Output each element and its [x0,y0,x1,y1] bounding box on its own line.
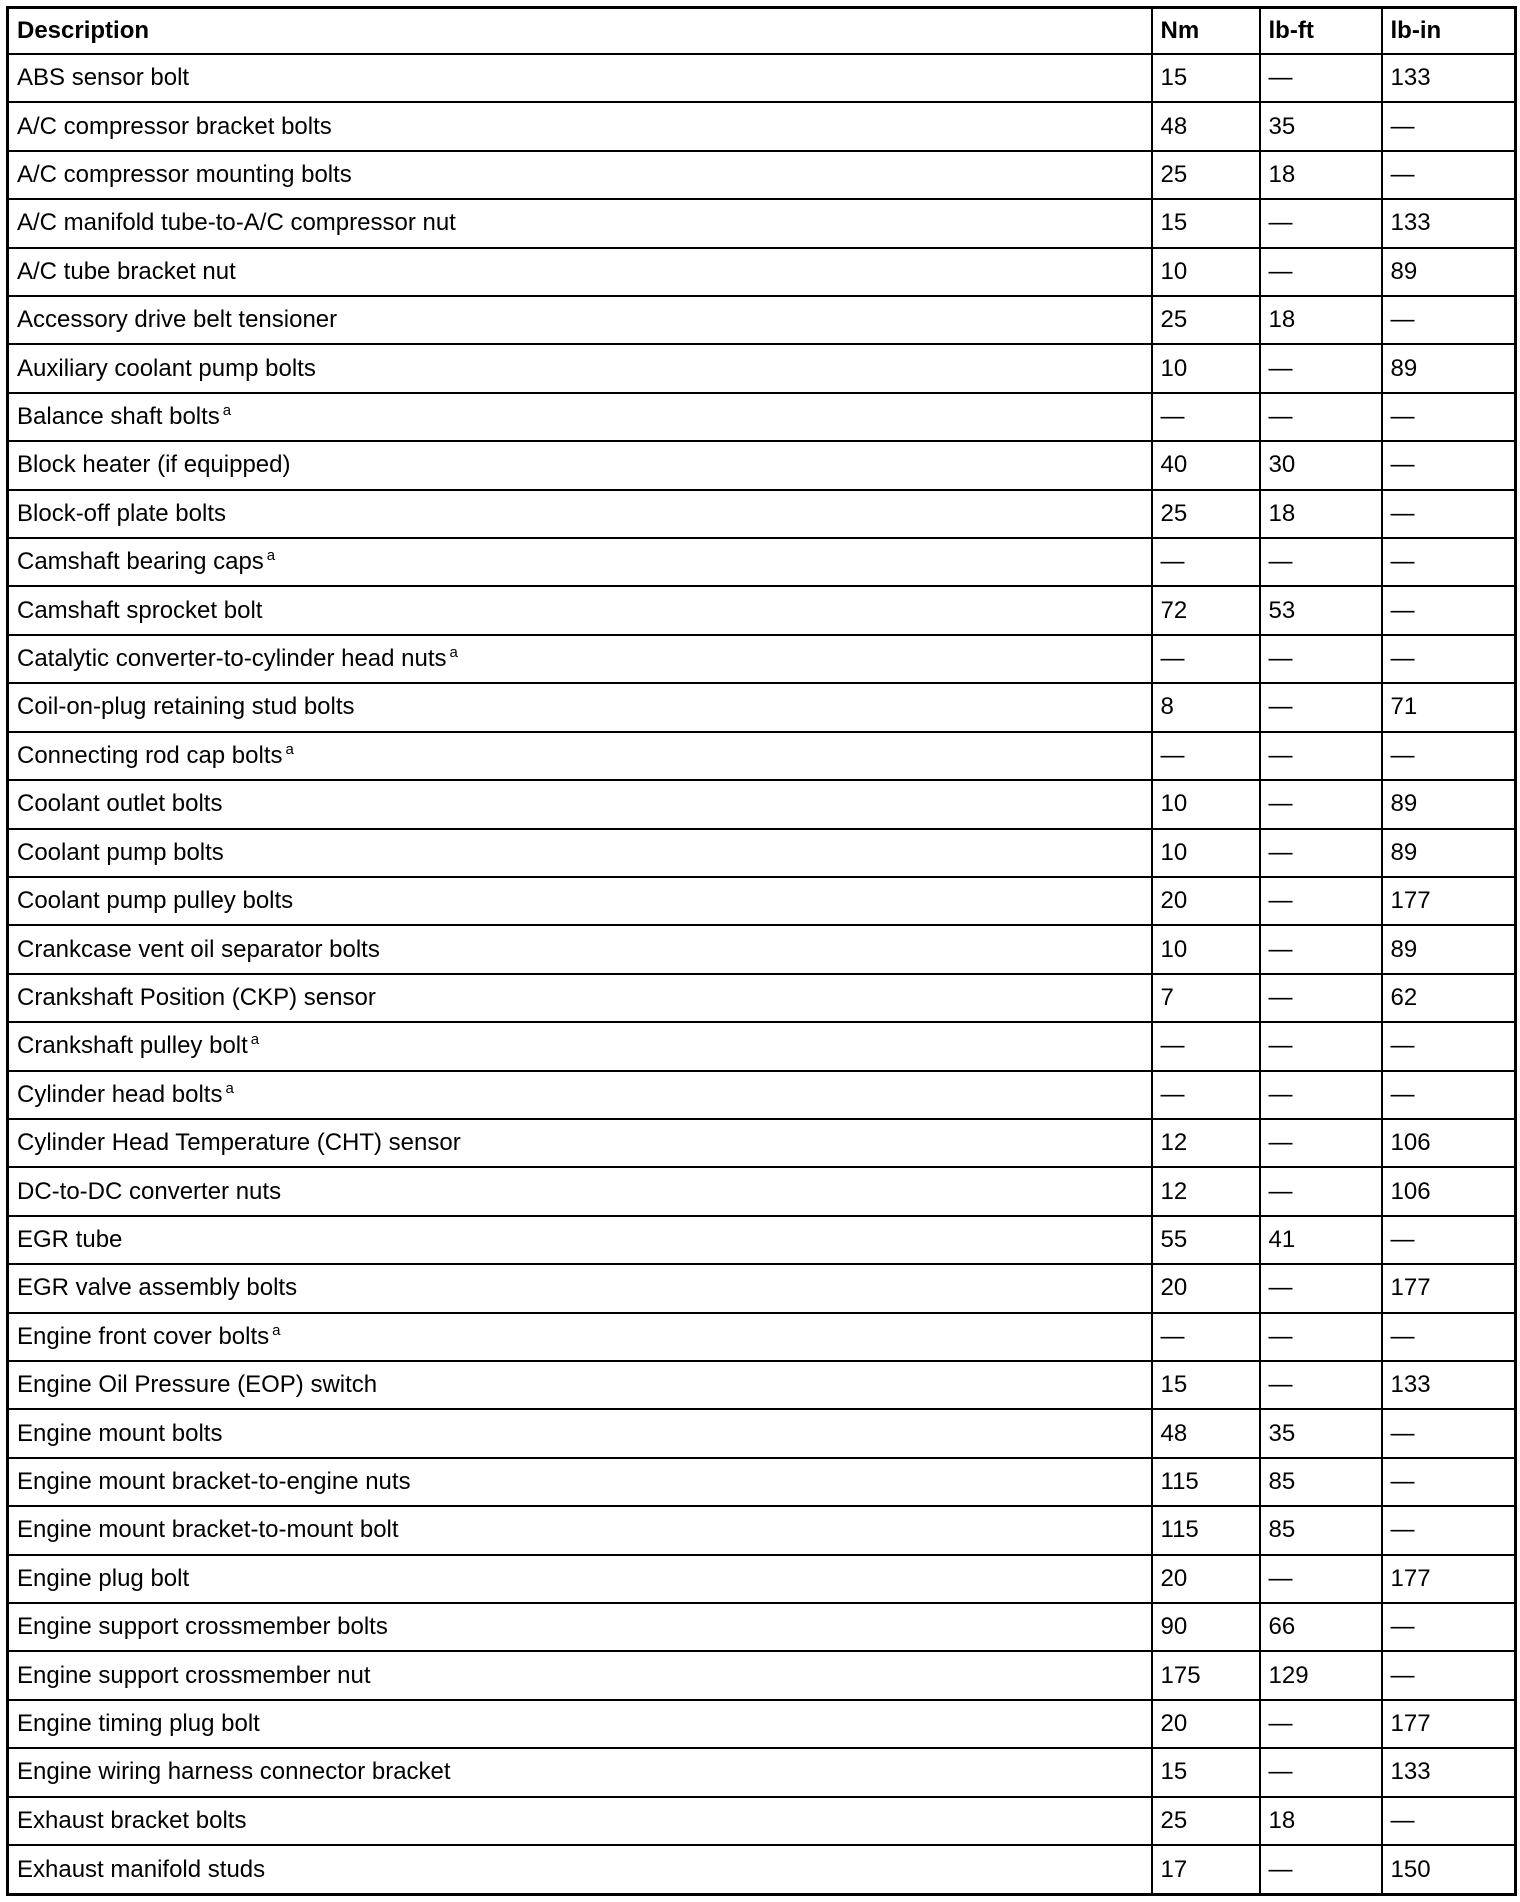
cell-nm: 20 [1152,877,1260,925]
header-lb-in: lb-in [1382,8,1516,55]
cell-description [8,1361,1152,1409]
table-row [8,1264,1516,1312]
cell-lb-in: 133 [1382,1361,1516,1409]
cell-lb-ft: — [1260,1845,1382,1894]
cell-nm: — [1152,393,1260,441]
footnote-marker: a [285,740,294,758]
cell-lb-ft: — [1260,974,1382,1022]
description-text: Coil-on-plug retaining stud bolts [17,693,355,721]
cell-lb-in: 133 [1382,199,1516,247]
cell-nm: — [1152,1022,1260,1070]
description-text: Camshaft bearing caps [17,548,264,576]
cell-nm: 15 [1152,1361,1260,1409]
cell-lb-ft: — [1260,1119,1382,1167]
footnote-marker: a [222,402,232,420]
cell-lb-in: — [1382,1651,1516,1699]
table-row [8,1071,1516,1119]
cell-nm: 25 [1152,296,1260,344]
table-row [8,732,1516,780]
description-text: A/C tube bracket nut [17,257,236,285]
cell-nm: 15 [1152,199,1260,247]
cell-description [8,780,1152,828]
table-row [8,1603,1516,1651]
cell-lb-in: — [1382,490,1516,538]
cell-lb-in: 89 [1382,925,1516,973]
description-text: Cylinder Head Temperature (CHT) sensor [17,1129,461,1157]
description-text: Engine front cover bolts [17,1322,270,1350]
cell-lb-in: — [1382,1313,1516,1361]
cell-lb-in: 71 [1382,683,1516,731]
description-text: Camshaft sprocket bolt [17,596,263,624]
table-row [8,248,1516,296]
table-row [8,829,1516,877]
table-row [8,974,1516,1022]
cell-nm: 10 [1152,829,1260,877]
cell-description [8,1119,1152,1167]
cell-nm: — [1152,635,1260,683]
description-text: Auxiliary coolant pump bolts [17,354,316,382]
cell-nm: — [1152,1071,1260,1119]
cell-lb-ft: — [1260,199,1382,247]
cell-nm: 17 [1152,1845,1260,1894]
table-row [8,538,1516,586]
cell-nm: 20 [1152,1264,1260,1312]
cell-description [8,441,1152,489]
description-text: Accessory drive belt tensioner [17,306,338,334]
table-row [8,1119,1516,1167]
cell-lb-ft: — [1260,829,1382,877]
description-text: Coolant pump pulley bolts [17,887,294,915]
description-text: Coolant pump bolts [17,838,224,866]
description-text: Engine support crossmember nut [17,1661,371,1689]
table-row [8,199,1516,247]
cell-description [8,1409,1152,1457]
description-text: Crankcase vent oil separator bolts [17,935,380,963]
cell-lb-in: — [1382,441,1516,489]
table-row [8,1313,1516,1361]
cell-description [8,974,1152,1022]
cell-description [8,829,1152,877]
cell-description [8,1313,1152,1361]
description-text: EGR valve assembly bolts [17,1274,298,1302]
cell-lb-in: — [1382,538,1516,586]
cell-nm: 115 [1152,1506,1260,1554]
cell-nm: 8 [1152,683,1260,731]
table-row [8,1845,1516,1894]
cell-nm: — [1152,732,1260,780]
cell-lb-ft: — [1260,683,1382,731]
description-text: Engine support crossmember bolts [17,1613,388,1641]
cell-lb-ft: — [1260,1555,1382,1603]
cell-lb-ft: 18 [1260,1797,1382,1845]
cell-lb-ft: — [1260,1313,1382,1361]
cell-lb-ft: — [1260,877,1382,925]
cell-nm: 10 [1152,780,1260,828]
cell-description [8,1022,1152,1070]
cell-lb-in: 89 [1382,248,1516,296]
footnote-marker: a [449,644,458,662]
table-row [8,877,1516,925]
cell-description [8,54,1152,102]
cell-nm: 25 [1152,151,1260,199]
cell-lb-in: — [1382,1022,1516,1070]
description-text: Coolant outlet bolts [17,790,223,818]
table-row [8,1651,1516,1699]
description-text: Connecting rod cap bolts [17,741,283,769]
cell-lb-in: 106 [1382,1167,1516,1215]
cell-nm: 15 [1152,1748,1260,1796]
cell-lb-in: 150 [1382,1845,1516,1894]
header-row [8,8,1516,55]
cell-lb-ft: — [1260,635,1382,683]
cell-lb-in: — [1382,102,1516,150]
cell-lb-in: — [1382,151,1516,199]
table-row [8,102,1516,150]
table-row [8,1458,1516,1506]
cell-nm: 7 [1152,974,1260,1022]
cell-description [8,1603,1152,1651]
cell-description [8,877,1152,925]
table-row [8,780,1516,828]
torque-spec-table [6,6,1517,1896]
cell-description [8,344,1152,392]
cell-lb-in: — [1382,1506,1516,1554]
table-row [8,490,1516,538]
cell-lb-ft: — [1260,248,1382,296]
cell-nm: 48 [1152,102,1260,150]
cell-lb-ft: 85 [1260,1458,1382,1506]
description-text: Engine mount bracket-to-engine nuts [17,1467,411,1495]
description-text: Block-off plate bolts [17,499,227,527]
cell-lb-ft: — [1260,1071,1382,1119]
description-text: Engine mount bracket-to-mount bolt [17,1516,399,1544]
cell-lb-in: — [1382,1071,1516,1119]
cell-nm: 25 [1152,490,1260,538]
cell-description [8,1216,1152,1264]
cell-lb-ft: 30 [1260,441,1382,489]
cell-lb-ft: 41 [1260,1216,1382,1264]
cell-nm: 20 [1152,1555,1260,1603]
table-row [8,296,1516,344]
description-text: Balance shaft bolts [17,403,220,431]
cell-lb-ft: — [1260,1700,1382,1748]
description-text: Block heater (if equipped) [17,451,291,479]
table-row [8,151,1516,199]
cell-lb-in: — [1382,1458,1516,1506]
cell-lb-in: — [1382,1797,1516,1845]
cell-description [8,635,1152,683]
table-row [8,344,1516,392]
description-text: Cylinder head bolts [17,1080,223,1108]
cell-lb-ft: — [1260,1022,1382,1070]
cell-description [8,199,1152,247]
table-row [8,683,1516,731]
cell-description [8,1071,1152,1119]
cell-nm: 10 [1152,925,1260,973]
header-description: Description [8,8,1152,55]
footnote-marker: a [266,547,276,565]
cell-lb-ft: 35 [1260,1409,1382,1457]
table-row [8,54,1516,102]
cell-lb-ft: — [1260,1748,1382,1796]
footnote-marker: a [225,1079,234,1097]
table-row [8,1361,1516,1409]
cell-description [8,683,1152,731]
cell-nm: 25 [1152,1797,1260,1845]
cell-nm: 72 [1152,586,1260,634]
cell-lb-in: — [1382,296,1516,344]
table-row [8,1700,1516,1748]
cell-nm: 15 [1152,54,1260,102]
table-row [8,1409,1516,1457]
cell-description [8,393,1152,441]
header-nm: Nm [1152,8,1260,55]
cell-description [8,248,1152,296]
cell-description [8,490,1152,538]
cell-nm: 175 [1152,1651,1260,1699]
cell-lb-ft: — [1260,538,1382,586]
table-row [8,1555,1516,1603]
cell-nm: 12 [1152,1119,1260,1167]
cell-lb-ft: 85 [1260,1506,1382,1554]
cell-lb-in: — [1382,732,1516,780]
cell-nm: 55 [1152,1216,1260,1264]
cell-description [8,1651,1152,1699]
table-row [8,441,1516,489]
cell-lb-in: — [1382,1603,1516,1651]
header-lb-ft: lb-ft [1260,8,1382,55]
cell-lb-ft: 129 [1260,1651,1382,1699]
cell-lb-in: 133 [1382,54,1516,102]
cell-lb-in: — [1382,1216,1516,1264]
cell-lb-ft: — [1260,1361,1382,1409]
cell-lb-in: 133 [1382,1748,1516,1796]
cell-lb-ft: 53 [1260,586,1382,634]
table-row [8,1167,1516,1215]
description-text: Engine mount bolts [17,1419,223,1447]
cell-lb-ft: — [1260,393,1382,441]
cell-lb-in: 177 [1382,1555,1516,1603]
cell-lb-ft: 18 [1260,296,1382,344]
cell-nm: 40 [1152,441,1260,489]
cell-lb-ft: — [1260,780,1382,828]
cell-lb-in: — [1382,635,1516,683]
footnote-marker: a [272,1321,281,1339]
cell-description [8,1167,1152,1215]
cell-description [8,1506,1152,1554]
description-text: EGR tube [17,1225,123,1253]
description-text: Catalytic converter-to-cylinder head nuts [17,645,447,673]
cell-description [8,1748,1152,1796]
cell-nm: 20 [1152,1700,1260,1748]
cell-lb-ft: — [1260,1167,1382,1215]
table-row [8,393,1516,441]
cell-lb-in: — [1382,1409,1516,1457]
cell-description [8,1845,1152,1894]
cell-lb-in: 89 [1382,344,1516,392]
cell-lb-in: 89 [1382,829,1516,877]
cell-nm: — [1152,1313,1260,1361]
cell-lb-in: 106 [1382,1119,1516,1167]
description-text: Exhaust manifold studs [17,1855,266,1883]
cell-lb-ft: 35 [1260,102,1382,150]
table-row [8,1748,1516,1796]
description-text: Engine Oil Pressure (EOP) switch [17,1371,378,1399]
cell-lb-in: 89 [1382,780,1516,828]
cell-lb-ft: 66 [1260,1603,1382,1651]
cell-lb-ft: — [1260,925,1382,973]
cell-lb-ft: — [1260,54,1382,102]
cell-description [8,586,1152,634]
cell-description [8,732,1152,780]
cell-description [8,538,1152,586]
cell-description [8,1797,1152,1845]
cell-description [8,925,1152,973]
table-row [8,1022,1516,1070]
cell-lb-in: 177 [1382,877,1516,925]
cell-nm: 12 [1152,1167,1260,1215]
cell-description [8,1555,1152,1603]
cell-nm: — [1152,538,1260,586]
cell-lb-ft: 18 [1260,490,1382,538]
cell-lb-in: 62 [1382,974,1516,1022]
cell-lb-in: 177 [1382,1700,1516,1748]
description-text: Engine wiring harness connector bracket [17,1758,451,1786]
cell-lb-in: — [1382,393,1516,441]
cell-nm: 10 [1152,344,1260,392]
table-row [8,586,1516,634]
description-text: Exhaust bracket bolts [17,1806,247,1834]
cell-nm: 90 [1152,1603,1260,1651]
cell-nm: 48 [1152,1409,1260,1457]
cell-lb-ft: — [1260,344,1382,392]
cell-nm: 115 [1152,1458,1260,1506]
cell-lb-ft: 18 [1260,151,1382,199]
footnote-marker: a [250,1031,260,1049]
description-text: Engine plug bolt [17,1564,190,1592]
table-row [8,1506,1516,1554]
table-row [8,635,1516,683]
description-text: DC-to-DC converter nuts [17,1177,282,1205]
cell-nm: 10 [1152,248,1260,296]
cell-lb-ft: — [1260,732,1382,780]
description-text: ABS sensor bolt [17,64,190,92]
description-text: Crankshaft Position (CKP) sensor [17,983,376,1011]
table-row [8,1216,1516,1264]
description-text: A/C compressor mounting bolts [17,161,352,189]
cell-lb-in: — [1382,586,1516,634]
description-text: A/C manifold tube-to-A/C compressor nut [17,209,456,237]
description-text: A/C compressor bracket bolts [17,112,332,140]
description-text: Engine timing plug bolt [17,1710,260,1738]
cell-lb-ft: — [1260,1264,1382,1312]
table-row [8,925,1516,973]
cell-lb-in: 177 [1382,1264,1516,1312]
table-row [8,1797,1516,1845]
description-text: Crankshaft pulley bolt [17,1032,248,1060]
cell-description [8,296,1152,344]
cell-description [8,1264,1152,1312]
cell-description [8,151,1152,199]
cell-description [8,102,1152,150]
cell-description [8,1700,1152,1748]
cell-description [8,1458,1152,1506]
